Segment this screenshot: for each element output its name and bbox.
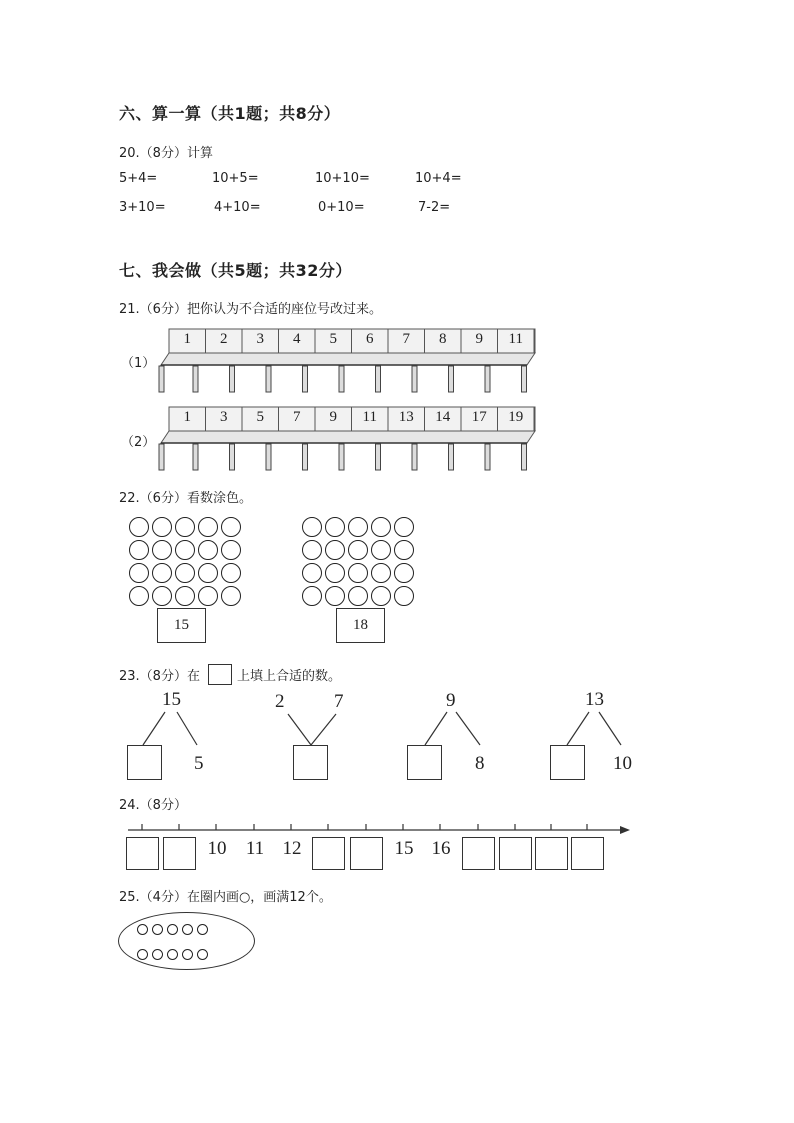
equation: 5+4= [119, 171, 158, 186]
section-6-title: 六、算一算（共1题；共8分） [119, 104, 341, 123]
seat-number[interactable]: 3 [220, 409, 228, 425]
equation: 4+10= [214, 200, 261, 215]
question-22-label: 22.（6分）看数涂色。 [119, 491, 252, 506]
tree-4-top: 13 [585, 689, 604, 710]
seat-number[interactable]: 11 [362, 409, 377, 425]
drawn-circle [197, 949, 208, 960]
number-line-value: 15 [394, 838, 414, 859]
number-line-answer-box[interactable] [312, 837, 345, 870]
tree-1-answer-box[interactable] [127, 745, 162, 780]
tree-3-top: 9 [446, 690, 456, 711]
tree-1-top: 15 [162, 689, 181, 710]
drawn-circle [167, 949, 178, 960]
seat-number[interactable]: 7 [293, 409, 301, 425]
drawn-circle [152, 949, 163, 960]
seat-number[interactable]: 9 [475, 331, 483, 347]
seat-number[interactable]: 1 [183, 331, 191, 347]
drawn-circle [182, 949, 193, 960]
number-line-answer-box[interactable] [126, 837, 159, 870]
question-21-label: 21.（6分）把你认为不合适的座位号改过来。 [119, 302, 382, 317]
seat-number[interactable]: 5 [329, 331, 337, 347]
number-line-answer-box[interactable] [462, 837, 495, 870]
drawn-circle [152, 924, 163, 935]
seat-number[interactable]: 3 [256, 331, 264, 347]
seat-number[interactable]: 11 [508, 331, 523, 347]
equation: 10+5= [212, 171, 259, 186]
drawn-circle [182, 924, 193, 935]
seat-number[interactable]: 8 [439, 331, 447, 347]
seat-number[interactable]: 5 [256, 409, 264, 425]
seat-number[interactable]: 1 [183, 409, 191, 425]
question-25-label: 25.（4分）在圈内画○，画满12个。 [119, 890, 332, 905]
question-20-label: 20.（8分）计算 [119, 146, 213, 161]
drawn-circle [137, 924, 148, 935]
tree-2-right: 7 [334, 691, 344, 712]
drawn-circle [197, 924, 208, 935]
number-line-value: 16 [431, 838, 451, 859]
number-line-answer-box[interactable] [535, 837, 568, 870]
question-24-label: 24.（8分） [119, 798, 187, 813]
number-line-value: 12 [282, 838, 302, 859]
tree-3-answer-box[interactable] [407, 745, 442, 780]
question-23-label-before: 23.（8分）在 [119, 669, 200, 684]
drawing-oval[interactable] [118, 912, 255, 970]
question-23-label-after: 上填上合适的数。 [236, 669, 341, 684]
row-1-tag: （1） [121, 356, 156, 371]
tree-4-right: 10 [613, 753, 632, 774]
number-line-answer-box[interactable] [499, 837, 532, 870]
seat-number[interactable]: 2 [220, 331, 228, 347]
equation: 10+4= [415, 171, 462, 186]
seat-number[interactable]: 6 [366, 331, 374, 347]
tree-4-answer-box[interactable] [550, 745, 585, 780]
seat-number[interactable]: 19 [508, 409, 524, 425]
drawn-circle [137, 949, 148, 960]
number-line-answer-box[interactable] [350, 837, 383, 870]
equation: 3+10= [119, 200, 166, 215]
seat-number[interactable]: 13 [398, 409, 414, 425]
number-line-answer-box[interactable] [163, 837, 196, 870]
tree-3-right: 8 [475, 753, 485, 774]
section-7-title: 七、我会做（共5题；共32分） [119, 261, 352, 280]
seat-number[interactable]: 14 [435, 409, 451, 425]
drawn-circle [167, 924, 178, 935]
number-15: 15 [174, 617, 189, 633]
number-line-value: 11 [245, 838, 265, 859]
tree-2-answer-box[interactable] [293, 745, 328, 780]
seat-number[interactable]: 4 [293, 331, 301, 347]
equation: 10+10= [315, 171, 370, 186]
seat-number[interactable]: 7 [402, 331, 410, 347]
seat-number[interactable]: 17 [471, 409, 487, 425]
number-18: 18 [353, 617, 368, 633]
number-line-answer-box[interactable] [571, 837, 604, 870]
tree-1-right: 5 [194, 753, 204, 774]
tree-2-left: 2 [275, 691, 285, 712]
row-2-tag: （2） [121, 435, 156, 450]
number-line-value: 10 [207, 838, 227, 859]
seat-number[interactable]: 9 [329, 409, 337, 425]
equation: 0+10= [318, 200, 365, 215]
equation: 7-2= [418, 200, 451, 215]
